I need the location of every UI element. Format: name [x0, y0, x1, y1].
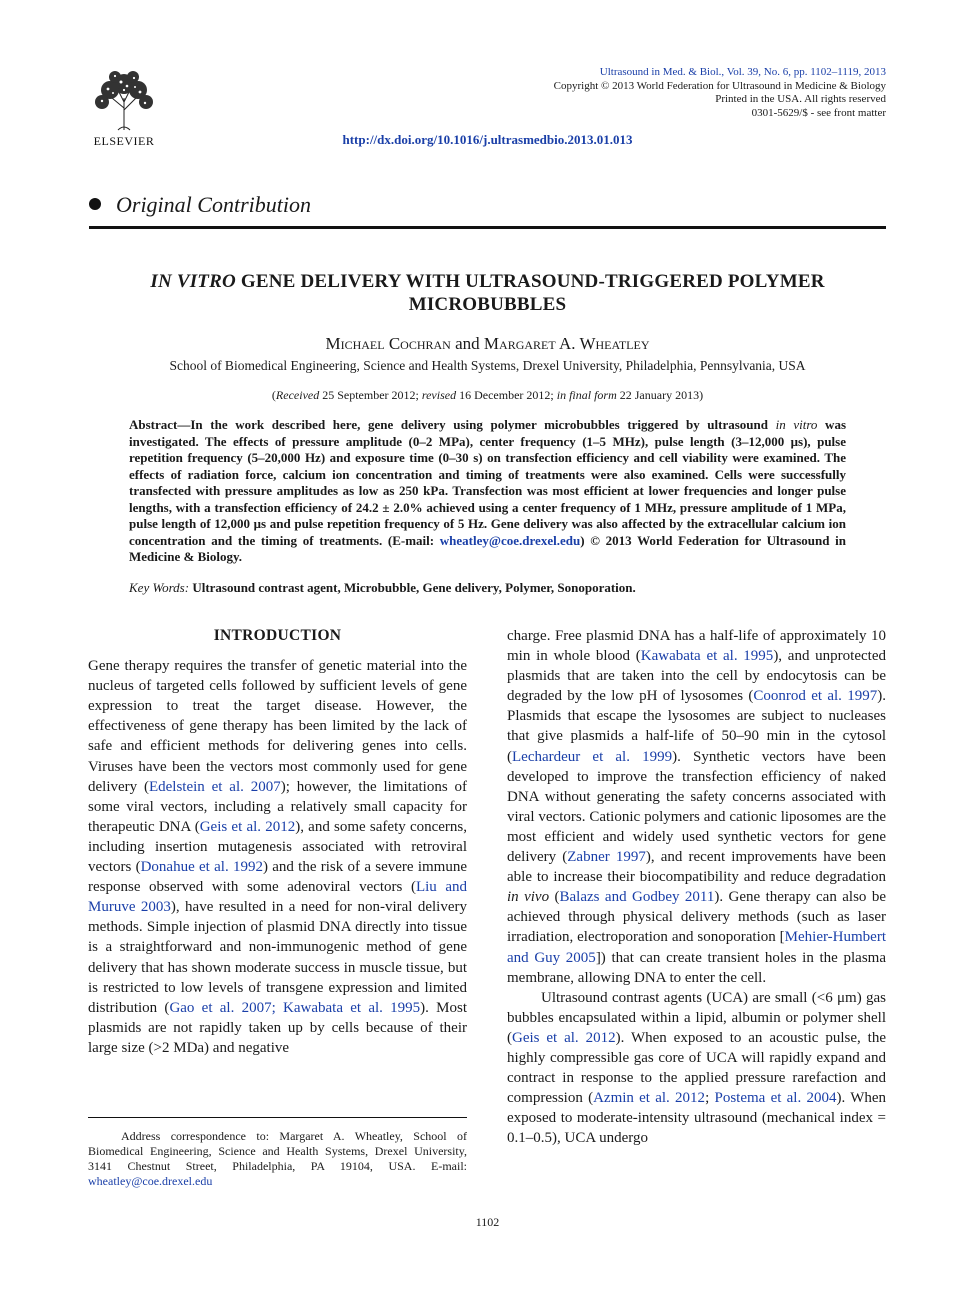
body-text: ); however, the limitations of some viral vectors, including a relatively small capacity for therapeutic DNA (: [88, 778, 468, 835]
body-text: ]) that can create transient holes in the plasma membrane, allowing DNA to enter the cell.: [507, 949, 886, 986]
section-label: Original Contribution: [116, 192, 311, 217]
final-label: in final form: [556, 388, 617, 402]
title-rest: GENE DELIVERY WITH ULTRASOUND-TRIGGERED POLYMER MICROBUBBLES: [235, 271, 825, 315]
citation-link[interactable]: Geis et al. 2012: [512, 1029, 616, 1046]
body-text: ), and some safety concerns, including insertion mutagenesis associated with retroviral vectors (: [88, 818, 467, 876]
revised-date: 16 December 2012;: [456, 388, 557, 402]
keywords: [129, 580, 846, 596]
received-dates: [0, 388, 975, 403]
citation-link[interactable]: Geis et al. 2012: [199, 818, 296, 835]
author-name: Michael Cochran: [325, 334, 451, 353]
body-text: ), have resulted in a need for non-viral delivery methods. Simple injection of plasmid DNA directly into tissue is a straightforward and non-immunogenic method of gene delivery that has shown moderate success in muscle tissue, but is restricted to low levels of transgene expression and limited distribution (: [88, 899, 467, 1016]
body-text: charge. Free plasmid DNA has a half-life of approximately 10 min in whole blood (: [507, 628, 886, 665]
tree-logo-icon: [88, 68, 160, 132]
issn-line: 0301-5629/$ - see front matter: [751, 106, 886, 119]
authors: [0, 334, 975, 354]
keywords-label: Key Words:: [129, 580, 190, 595]
final-date: 22 January 2013): [616, 388, 704, 402]
section-heading: [89, 192, 886, 224]
citation-link[interactable]: Balazs and Godbey 2011: [559, 889, 715, 906]
body-text: ), and unprotected plasmids that are taken into the cell by endocytosis can be degraded by the low pH of lysosomes (: [507, 648, 886, 705]
body-text: ) and the risk of a severe immune response observed with some adenoviral vectors (: [88, 859, 467, 896]
body-text: Ultrasound contrast agents (UCA) are small (<6 μm) gas bubbles encapsulated within a lipid, albumin or polymer shell (: [507, 989, 886, 1046]
copyright-line: Copyright © 2013 World Federation for Ultrasound in Medicine & Biology: [553, 79, 886, 92]
body-text: ). When exposed to moderate-intensity ultrasound (mechanical index = 0.1–0.5), UCA undergo: [507, 1090, 887, 1147]
citation-link[interactable]: Postema et al. 2004: [714, 1090, 837, 1107]
citation-link[interactable]: Liu and Muruve 2003: [88, 879, 468, 916]
intro-paragraph: [507, 626, 886, 988]
doi-link[interactable]: http://dx.doi.org/10.1016/j.ultrasmedbio.2013.01.013: [342, 132, 633, 147]
abstract-text: Abstract—In the work described here, gene delivery using polymer microbubbles triggered by ultrasound: [129, 417, 776, 432]
citation-link[interactable]: Kawabata et al. 1995: [640, 648, 774, 665]
body-italic: in vivo: [507, 889, 550, 906]
right-column: [507, 626, 886, 1148]
citation-link[interactable]: Donahue et al. 1992: [140, 859, 263, 876]
citation-link[interactable]: Zabner 1997: [567, 849, 646, 866]
body-text: Gene therapy requires the transfer of genetic material into the nucleus of targeted cells followed by sufficient levels of gene expression to treat the target disease. However, the effectiveness of gene therapy has been limited by the lack of safe and efficient methods for delivering genes into cells. Viruses have been the vectors most commonly used for gene delivery (: [88, 658, 467, 795]
abstract: [129, 417, 846, 566]
citation-link[interactable]: Coonrod et al. 1997: [753, 688, 878, 705]
paren-open: (: [271, 388, 276, 402]
journal-citation-link[interactable]: Ultrasound in Med. & Biol., Vol. 39, No. 6, pp. 1102–1119, 2013: [599, 66, 886, 78]
footnote-email-link[interactable]: wheatley@coe.drexel.edu: [88, 1174, 213, 1188]
article-title: [100, 270, 875, 316]
intro-paragraph: [88, 656, 467, 1058]
footnote-rule: [88, 1117, 467, 1118]
body-text: ;: [705, 1090, 715, 1107]
body-text: ). Gene therapy can also be achieved through physical delivery methods (such as laser irradiation, electroporation and sonoporation [: [507, 889, 886, 946]
author-name: Margaret A. Wheatley: [483, 334, 650, 353]
body-text: ). Synthetic vectors have been developed to improve the transfection efficiency of naked DNA without generating the safety concerns associated with viral vectors. Cationic polymers and cationic liposomes are the most efficient and widely used synthetic vectors for gene delivery (: [507, 748, 886, 866]
correspondence-footnote: [88, 1129, 467, 1189]
body-text: ). When exposed to an acoustic pulse, the highly compressible gas core of UCA will rapidly expand and contract in response to the applied pressure rarefaction and compression (: [507, 1029, 886, 1107]
header-rule: [89, 226, 886, 229]
abstract-text: ) © 2013 World Federation for Ultrasound in Medicine & Biology.: [129, 532, 846, 564]
body-text: ). Plasmids that escape the lysosomes are subject to nucleases that give plasmids a half-life of 50–90 min in the cytosol (: [507, 688, 886, 765]
citation-link[interactable]: Lechardeur et al. 1999: [512, 748, 673, 765]
citation-link[interactable]: Mehier-Humbert and Guy 2005: [507, 929, 886, 966]
printed-line: Printed in the USA. All rights reserved: [715, 93, 886, 105]
body-text: ), and recent improvements have been able to increase their biocompatibility and reduce degradation: [507, 849, 886, 886]
citation-link[interactable]: Gao et al. 2007; Kawabata et al. 1995: [169, 999, 421, 1016]
page-number: 1102: [475, 1215, 500, 1229]
author-separator: and: [450, 334, 484, 353]
abstract-text: was investigated. The effects of pressure amplitude (0–2 MPa), center frequency (1–5 MHz), pulse length (3–12,000 μs), pulse repetition frequency (5–20,000 Hz) and exposure time (0–30 s) on transfection efficiency and cell viability were examined. The effects of radiation force, calcium ion concentration and timing of treatments were also examined. Cells were successfully transfected with pressure amplitudes as low as 250 kPa. Transfection was most efficient at lower frequencies and longer pulse lengths, with a transfection efficiency of 24.2 ± 2.0% achieved using a center frequency of 1 MHz, pressure amplitude of 1 MPa, pulse length of 12,000 μs and pulse repetition frequency of 5 Hz. Gene delivery was also affected by the extracellular calcium ion concentration and the timing of treatments. (E-mail:: [129, 417, 847, 548]
left-column: [88, 626, 467, 1058]
citation-link[interactable]: Edelstein et al. 2007: [148, 778, 281, 795]
revised-label: revised: [421, 388, 457, 402]
abstract-email-link[interactable]: wheatley@coe.drexel.edu: [439, 532, 581, 548]
title-italic: IN VITRO: [150, 271, 236, 292]
introduction-heading: INTRODUCTION: [213, 627, 342, 644]
intro-paragraph: [507, 988, 886, 1149]
keywords-text: Ultrasound contrast agent, Microbubble, Gene delivery, Polymer, Sonoporation.: [189, 580, 636, 595]
journal-info: [554, 66, 886, 120]
received-date: 25 September 2012;: [319, 388, 422, 402]
citation-link[interactable]: Azmin et al. 2012: [593, 1090, 706, 1107]
body-text: (: [549, 889, 560, 906]
footnote-body: Address correspondence to: Margaret A. Wheatley, School of Biomedical Engineering, Science and Health Systems, Drexel University, 3141 Chestnut Street, Philadelphia, PA 19104, USA. E-mail:: [88, 1129, 467, 1173]
publisher-wordmark: ELSEVIER: [93, 134, 155, 148]
received-label: Received: [275, 388, 320, 402]
bullet-icon: [89, 198, 101, 210]
affiliation: School of Biomedical Engineering, Science and Health Systems, Drexel University, Philadelphia, Pennsylvania, USA: [169, 358, 806, 373]
abstract-italic: in vitro: [775, 417, 818, 432]
footnote-text: [88, 1129, 467, 1189]
body-text: ). Most plasmids are not rapidly taken up by cells because of their large size (>2 MDa) and negative: [88, 999, 468, 1056]
